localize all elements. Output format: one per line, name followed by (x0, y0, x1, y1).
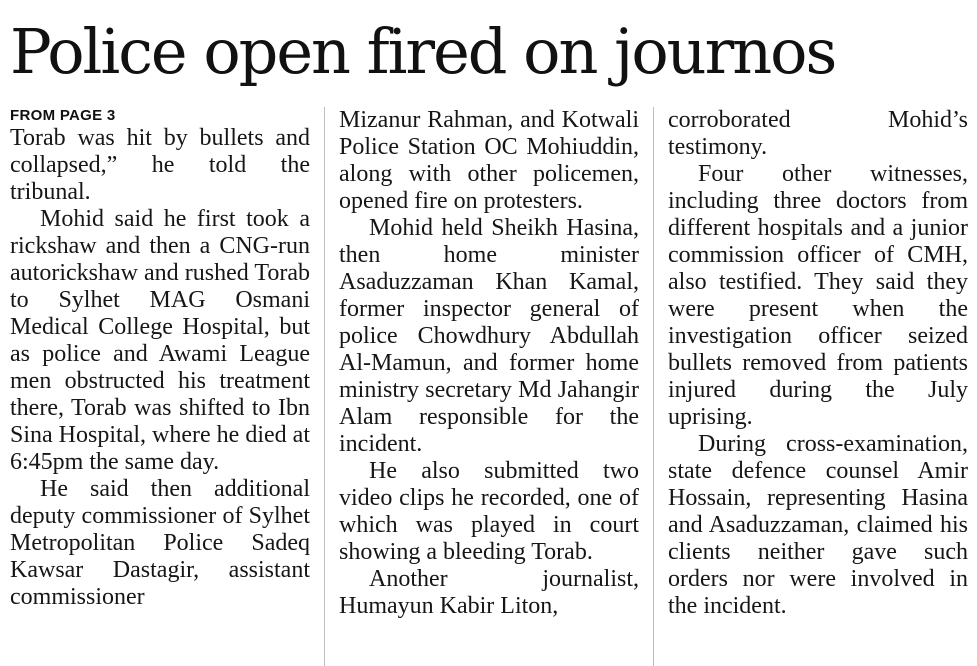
column-3 (668, 107, 968, 620)
paragraph: During cross-examination, state defence counsel Amir Hossain, representing Hasina and Asaduzzaman, claimed his clients neither gave such orders nor were involved in the incident. (668, 431, 968, 619)
paragraph: corroborated Mohid’s testimony. (668, 107, 968, 160)
paragraph: He said then additional deputy commissioner of Sylhet Metropolitan Police Sadeq Kawsar Dastagir, assistant commissioner (10, 476, 310, 610)
headline: Police open fired on journos (10, 15, 836, 88)
article-body (0, 107, 977, 666)
paragraph: He also submitted two video clips he recorded, one of which was played in court showing a bleeding Torab. (339, 458, 639, 565)
paragraph: Another journalist, Humayun Kabir Liton, (339, 566, 639, 619)
column-1 (10, 107, 310, 611)
paragraph: Mizanur Rahman, and Kotwali Police Station OC Mohiuddin, along with other policemen, opened fire on protesters. (339, 107, 639, 214)
paragraph: Four other witnesses, including three doctors from different hospitals and a junior commission officer of CMH, also testified. They said they were present when the investigation officer seized bullets removed from patients injured during the July uprising. (668, 161, 968, 430)
continuation-kicker: FROM PAGE 3 (10, 107, 116, 124)
column-divider (324, 107, 325, 666)
paragraph: Mohid said he first took a rickshaw and then a CNG-run autorickshaw and rushed Torab to Sylhet MAG Osmani Medical College Hospital, but as police and Awami League men obstructed his treatment there, Torab was shifted to Ibn Sina Hospital, where he died at 6:45pm the same day. (10, 206, 310, 475)
column-divider (653, 107, 654, 666)
column-2 (339, 107, 639, 620)
paragraph: Mohid held Sheikh Hasina, then home minister Asaduzzaman Khan Kamal, former inspector general of police Chowdhury Abdullah Al-Mamun, and former home ministry secretary Md Jahangir Alam responsible for the incident. (339, 215, 639, 457)
paragraph: Torab was hit by bullets and collapsed,” he told the tribunal. (10, 125, 310, 205)
